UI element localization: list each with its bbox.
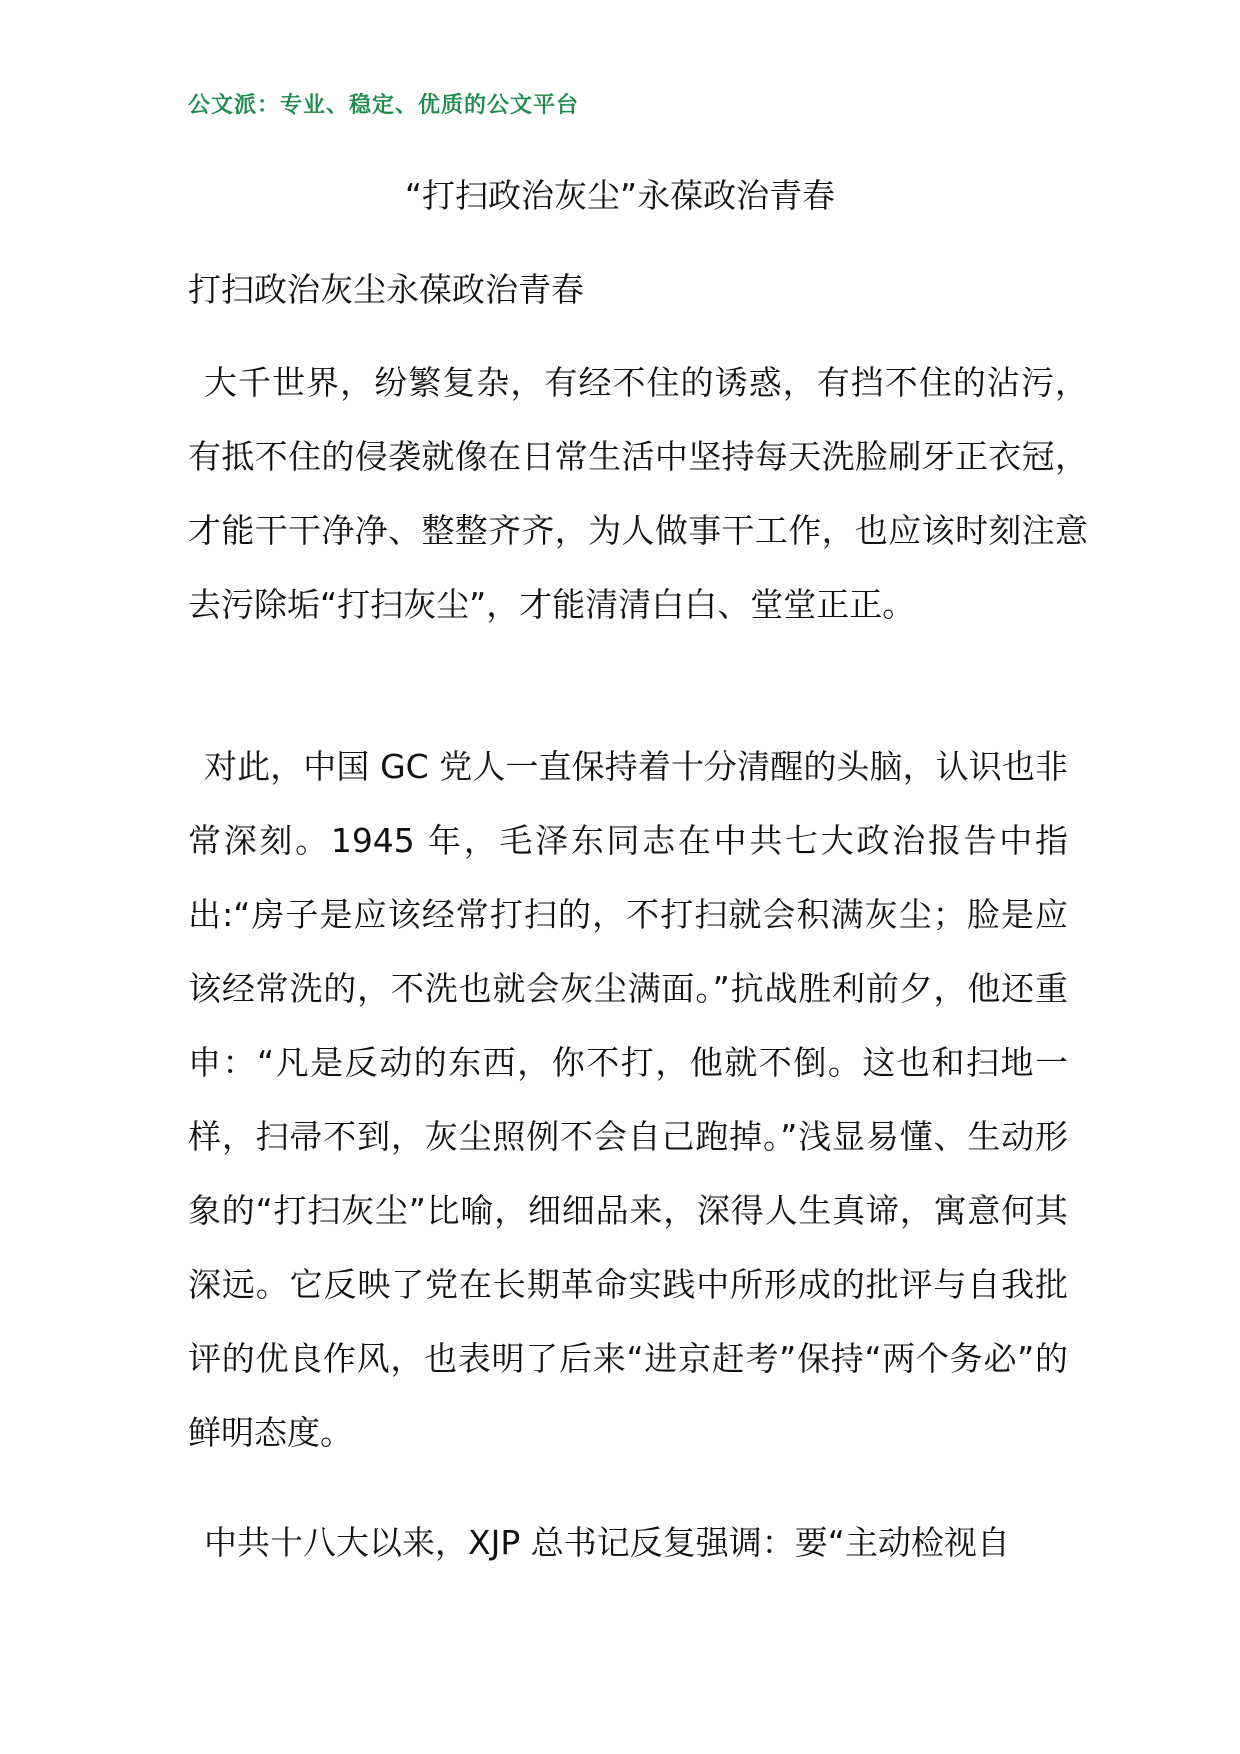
header-brand: 公文派：专业、稳定、优质的公文平台 — [188, 93, 580, 118]
paragraph-1: 大千世界，纷繁复杂，有经不住的诱惑，有挡不住的沾污，有抵不住的侵袭就像在日常生活中坚持每天洗脸刷牙正衣冠，才能干干净净、整整齐齐，为人做事干工作，也应该时刻注意去污除垢“打扫灰尘”，才能清清白白、堂堂正正。 — [188, 363, 1088, 624]
document-title: “打扫政治灰尘”永葆政治青春 — [404, 176, 836, 215]
document-subtitle: 打扫政治灰尘永葆政治青春 — [188, 270, 584, 309]
paragraph-2: 对此，中国 GC 党人一直保持着十分清醒的头脑，认识也非常深刻。1945 年，毛泽东同志在中共七大政治报告中指出:“房子是应该经常打扫的，不打扫就会积满灰尘；脸是应该经常洗的，不洗也就会灰尘满面。”抗战胜利前夕，他还重申：“凡是反动的东西，你不打，他就不倒。这也和扫地一样，扫帚不到，灰尘照例不会自己跑掉。”浅显易懂、生动形象的“打扫灰尘”比喻，细细品来，深得人生真谛，寓意何其深远。它反映了党在长期革命实践中所形成的批评与自我批评的优良作风，也表明了后来“进京赶考”保持“两个务必”的鲜明态度。 — [188, 747, 1068, 1452]
paragraph-3: 中共十八大以来，XJP 总书记反复强调：要“主动检视自 — [204, 1523, 1010, 1562]
